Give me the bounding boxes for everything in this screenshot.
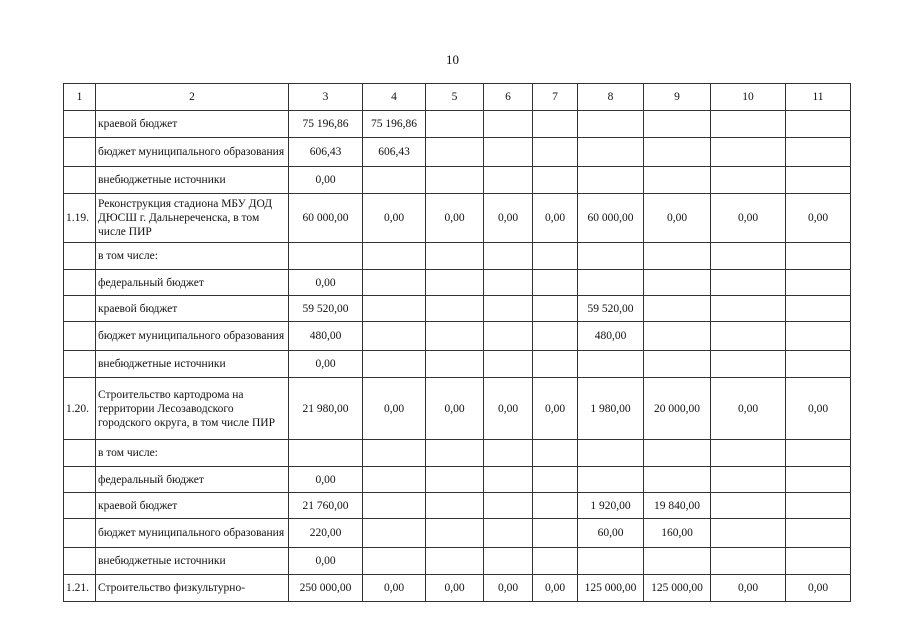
value-cell <box>644 270 711 296</box>
value-cell <box>786 111 851 138</box>
table-body <box>64 111 851 602</box>
value-cell <box>644 548 711 575</box>
value-cell <box>533 138 578 167</box>
value-cell: 75 196,86 <box>289 111 363 138</box>
column-header: 9 <box>644 84 711 111</box>
value-cell <box>533 493 578 519</box>
value-cell: 0,00 <box>484 378 533 440</box>
column-header: 4 <box>363 84 426 111</box>
value-cell <box>363 243 426 270</box>
value-cell <box>711 351 786 378</box>
row-name-cell: внебюджетные источники <box>96 351 289 378</box>
value-cell <box>484 467 533 493</box>
value-cell <box>426 467 484 493</box>
value-cell <box>363 493 426 519</box>
row-name-cell: в том числе: <box>96 243 289 270</box>
value-cell: 0,00 <box>363 194 426 243</box>
value-cell <box>426 440 484 467</box>
row-number-cell: 1.21. <box>64 575 96 602</box>
value-cell <box>484 270 533 296</box>
value-cell: 21 760,00 <box>289 493 363 519</box>
value-cell <box>426 167 484 194</box>
column-header: 6 <box>484 84 533 111</box>
row-name-cell: Строительство картодрома на территории Лесозаводского городского округа, в том числе ПИР <box>96 378 289 440</box>
row-name-cell: краевой бюджет <box>96 111 289 138</box>
row-number-cell <box>64 493 96 519</box>
value-cell <box>533 111 578 138</box>
value-cell <box>484 493 533 519</box>
table-header-row <box>64 84 851 111</box>
row-number-cell <box>64 351 96 378</box>
row-name-cell: краевой бюджет <box>96 493 289 519</box>
value-cell <box>363 467 426 493</box>
value-cell <box>786 467 851 493</box>
value-cell <box>533 548 578 575</box>
value-cell <box>644 440 711 467</box>
value-cell <box>289 243 363 270</box>
value-cell: 606,43 <box>289 138 363 167</box>
value-cell <box>711 111 786 138</box>
value-cell: 0,00 <box>711 378 786 440</box>
column-header: 2 <box>96 84 289 111</box>
value-cell: 0,00 <box>289 351 363 378</box>
value-cell: 0,00 <box>484 194 533 243</box>
value-cell: 0,00 <box>289 548 363 575</box>
value-cell <box>289 440 363 467</box>
table-row <box>64 378 851 440</box>
row-name-cell: краевой бюджет <box>96 296 289 322</box>
value-cell <box>644 138 711 167</box>
row-number-cell <box>64 138 96 167</box>
table-row <box>64 575 851 602</box>
value-cell <box>786 167 851 194</box>
value-cell: 0,00 <box>711 194 786 243</box>
value-cell: 0,00 <box>711 575 786 602</box>
value-cell <box>426 296 484 322</box>
value-cell <box>533 351 578 378</box>
value-cell <box>363 548 426 575</box>
table-row <box>64 111 851 138</box>
row-number-cell <box>64 440 96 467</box>
value-cell <box>644 351 711 378</box>
value-cell: 20 000,00 <box>644 378 711 440</box>
value-cell: 220,00 <box>289 519 363 548</box>
value-cell: 0,00 <box>289 467 363 493</box>
value-cell: 0,00 <box>786 575 851 602</box>
value-cell <box>484 167 533 194</box>
value-cell <box>786 519 851 548</box>
value-cell <box>578 243 644 270</box>
value-cell <box>363 440 426 467</box>
table-row <box>64 270 851 296</box>
row-number-cell <box>64 167 96 194</box>
table-row <box>64 548 851 575</box>
value-cell: 0,00 <box>533 378 578 440</box>
value-cell <box>533 322 578 351</box>
value-cell <box>644 322 711 351</box>
row-name-cell: Реконструкция стадиона МБУ ДОД ДЮСШ г. Дальнереченска, в том числе ПИР <box>96 194 289 243</box>
value-cell <box>484 440 533 467</box>
value-cell <box>533 519 578 548</box>
value-cell <box>711 493 786 519</box>
value-cell <box>484 548 533 575</box>
value-cell <box>578 270 644 296</box>
value-cell <box>484 351 533 378</box>
row-number-cell <box>64 270 96 296</box>
value-cell <box>578 111 644 138</box>
column-header: 1 <box>64 84 96 111</box>
value-cell <box>363 519 426 548</box>
value-cell <box>533 440 578 467</box>
value-cell: 0,00 <box>363 575 426 602</box>
column-header: 3 <box>289 84 363 111</box>
value-cell: 1 980,00 <box>578 378 644 440</box>
table-row <box>64 194 851 243</box>
value-cell <box>644 111 711 138</box>
value-cell: 606,43 <box>363 138 426 167</box>
value-cell <box>786 296 851 322</box>
value-cell: 0,00 <box>644 194 711 243</box>
value-cell <box>786 351 851 378</box>
value-cell <box>363 296 426 322</box>
budget-table <box>63 83 851 602</box>
row-name-cell: бюджет муниципального образования <box>96 138 289 167</box>
row-number-cell: 1.20. <box>64 378 96 440</box>
table-row <box>64 322 851 351</box>
row-number-cell <box>64 519 96 548</box>
column-header: 7 <box>533 84 578 111</box>
value-cell <box>363 270 426 296</box>
value-cell <box>484 322 533 351</box>
value-cell <box>363 351 426 378</box>
row-name-cell: Строительство физкультурно- <box>96 575 289 602</box>
value-cell <box>711 467 786 493</box>
value-cell: 0,00 <box>426 575 484 602</box>
value-cell <box>578 138 644 167</box>
page-number: 10 <box>446 52 459 67</box>
value-cell <box>426 270 484 296</box>
value-cell <box>484 296 533 322</box>
value-cell <box>711 440 786 467</box>
value-cell <box>426 519 484 548</box>
value-cell <box>533 296 578 322</box>
value-cell <box>578 548 644 575</box>
table-row <box>64 167 851 194</box>
value-cell: 250 000,00 <box>289 575 363 602</box>
table-row <box>64 493 851 519</box>
value-cell: 0,00 <box>786 378 851 440</box>
value-cell <box>786 270 851 296</box>
value-cell: 59 520,00 <box>578 296 644 322</box>
value-cell <box>711 296 786 322</box>
value-cell <box>484 519 533 548</box>
value-cell <box>484 111 533 138</box>
row-number-cell <box>64 322 96 351</box>
table-row <box>64 467 851 493</box>
value-cell <box>644 467 711 493</box>
value-cell: 0,00 <box>426 194 484 243</box>
column-header: 10 <box>711 84 786 111</box>
value-cell <box>711 138 786 167</box>
value-cell: 75 196,86 <box>363 111 426 138</box>
value-cell <box>533 467 578 493</box>
value-cell <box>578 167 644 194</box>
row-name-cell: федеральный бюджет <box>96 270 289 296</box>
value-cell <box>644 243 711 270</box>
value-cell: 21 980,00 <box>289 378 363 440</box>
value-cell: 0,00 <box>533 194 578 243</box>
table-row <box>64 519 851 548</box>
value-cell <box>533 167 578 194</box>
value-cell: 60 000,00 <box>578 194 644 243</box>
row-number-cell: 1.19. <box>64 194 96 243</box>
value-cell: 60,00 <box>578 519 644 548</box>
value-cell: 160,00 <box>644 519 711 548</box>
value-cell: 0,00 <box>363 378 426 440</box>
column-header: 5 <box>426 84 484 111</box>
value-cell <box>644 167 711 194</box>
table-row <box>64 440 851 467</box>
value-cell <box>786 440 851 467</box>
value-cell: 0,00 <box>289 270 363 296</box>
value-cell: 0,00 <box>289 167 363 194</box>
value-cell <box>578 440 644 467</box>
value-cell <box>484 243 533 270</box>
row-name-cell: бюджет муниципального образования <box>96 519 289 548</box>
value-cell <box>578 351 644 378</box>
row-number-cell <box>64 243 96 270</box>
value-cell <box>426 493 484 519</box>
value-cell <box>711 167 786 194</box>
value-cell <box>484 138 533 167</box>
value-cell: 0,00 <box>426 378 484 440</box>
value-cell: 1 920,00 <box>578 493 644 519</box>
value-cell <box>711 548 786 575</box>
value-cell <box>533 270 578 296</box>
value-cell: 59 520,00 <box>289 296 363 322</box>
row-number-cell <box>64 467 96 493</box>
column-header: 11 <box>786 84 851 111</box>
row-name-cell: бюджет муниципального образования <box>96 322 289 351</box>
value-cell: 19 840,00 <box>644 493 711 519</box>
column-header: 8 <box>578 84 644 111</box>
value-cell: 480,00 <box>578 322 644 351</box>
value-cell <box>786 322 851 351</box>
value-cell <box>644 296 711 322</box>
row-name-cell: в том числе: <box>96 440 289 467</box>
value-cell <box>426 322 484 351</box>
value-cell: 125 000,00 <box>578 575 644 602</box>
value-cell: 60 000,00 <box>289 194 363 243</box>
value-cell <box>711 322 786 351</box>
value-cell <box>711 270 786 296</box>
value-cell <box>426 138 484 167</box>
table-row <box>64 138 851 167</box>
row-number-cell <box>64 111 96 138</box>
table-row <box>64 351 851 378</box>
value-cell: 0,00 <box>786 194 851 243</box>
value-cell <box>786 243 851 270</box>
value-cell: 0,00 <box>484 575 533 602</box>
row-name-cell: внебюджетные источники <box>96 167 289 194</box>
row-number-cell <box>64 548 96 575</box>
value-cell <box>786 493 851 519</box>
row-name-cell: федеральный бюджет <box>96 467 289 493</box>
value-cell <box>711 519 786 548</box>
row-name-cell: внебюджетные источники <box>96 548 289 575</box>
value-cell <box>363 167 426 194</box>
value-cell <box>426 243 484 270</box>
value-cell <box>786 548 851 575</box>
value-cell <box>426 548 484 575</box>
value-cell: 480,00 <box>289 322 363 351</box>
row-number-cell <box>64 296 96 322</box>
table-row <box>64 243 851 270</box>
value-cell <box>711 243 786 270</box>
value-cell <box>533 243 578 270</box>
value-cell <box>363 322 426 351</box>
table-row <box>64 296 851 322</box>
value-cell <box>426 111 484 138</box>
value-cell: 125 000,00 <box>644 575 711 602</box>
value-cell: 0,00 <box>533 575 578 602</box>
value-cell <box>786 138 851 167</box>
value-cell <box>426 351 484 378</box>
value-cell <box>578 467 644 493</box>
